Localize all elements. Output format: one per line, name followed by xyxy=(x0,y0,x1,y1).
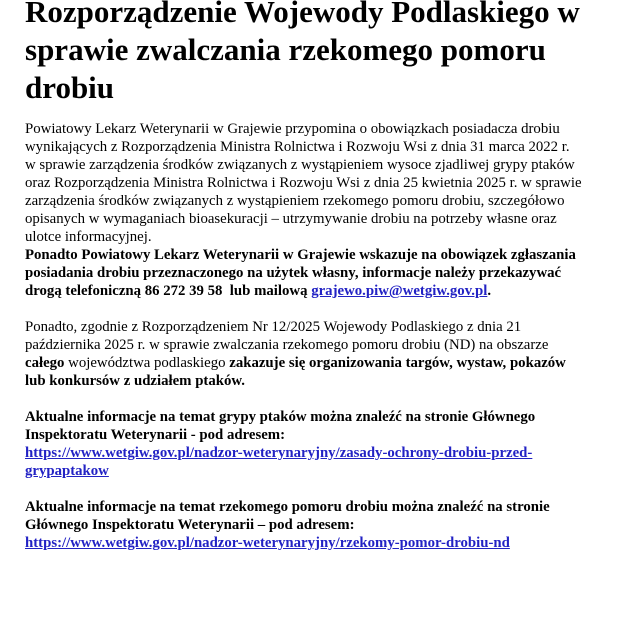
reporting-line: posiadania drobiu przeznaczonego na użytek własny, informacje należy przekazywać xyxy=(25,265,562,281)
ban-line-mixed xyxy=(25,354,630,372)
avian-flu-link-wrap xyxy=(25,462,630,480)
intro-line: wynikających z Rozporządzenia Ministra Rolnictwa i Rozwoju Wsi z dnia 31 marca 2022 r. xyxy=(25,139,570,155)
title-line-1: Rozporządzenie Wojewody Podlaskiego w xyxy=(25,0,580,29)
nd-text-line: Głównego Inspektoratu Weterynarii – pod adresem: xyxy=(25,517,355,533)
avian-flu-link-line-1[interactable]: https://www.wetgiw.gov.pl/nadzor-weterynaryjny/zasady-ochrony-drobiu-przed- xyxy=(25,445,533,461)
contact-text-suffix: . xyxy=(487,283,492,299)
intro-line: Powiatowy Lekarz Weterynarii w Grajewie przypomina o obowiązkach posiadacza drobiu xyxy=(25,121,560,137)
ban-line: Ponadto, zgodnie z Rozporządzeniem Nr 12/2025 Wojewody Podlaskiego z dnia 21 xyxy=(25,319,522,335)
intro-line: ulotce informacyjnej. xyxy=(25,229,152,245)
intro-line: oraz Rozporządzenia Ministra Rolnictwa i Rozwoju Wsi z dnia 25 kwietnia 2025 r. w sprawie xyxy=(25,175,582,191)
avian-flu-text-line: Aktualne informacje na temat grypy ptaków można znaleźć na stronie Głównego xyxy=(25,409,536,425)
reporting-line: Ponadto Powiatowy Lekarz Weterynarii w Grajewie wskazuje na obowiązek zgłaszania xyxy=(25,247,576,263)
reporting-contact-line xyxy=(25,282,630,300)
ban-line-bold: lub konkursów z udziałem ptaków. xyxy=(25,373,245,389)
title-line-2: sprawie zwalczania rzekomego pomoru xyxy=(25,32,546,67)
nd-text-line: Aktualne informacje na temat rzekomego pomoru drobiu można znaleźć na stronie xyxy=(25,499,550,515)
section-nd-info xyxy=(25,498,630,552)
section-avian-flu-info xyxy=(25,408,630,480)
intro-line: w sprawie zarządzenia środków związanych z wystąpieniem wysoce zjadliwej grypy ptaków xyxy=(25,157,575,173)
paragraph-reporting-obligation xyxy=(25,246,630,300)
nd-link[interactable]: https://www.wetgiw.gov.pl/nadzor-weterynaryjny/rzekomy-pomor-drobiu-nd xyxy=(25,535,510,551)
paragraph-ban xyxy=(25,318,630,390)
avian-flu-link-line-2[interactable]: grypaptakow xyxy=(25,463,109,479)
intro-line: opisanych w wymaganiach bioasekuracji – utrzymywanie drobiu na potrzeby własne oraz xyxy=(25,211,557,227)
page-title xyxy=(25,0,630,107)
intro-line: zarządzenia środków związanych z wystąpieniem rzekomego pomoru drobiu, szczegółowo xyxy=(25,193,565,209)
email-link[interactable]: grajewo.piw@wetgiw.gov.pl xyxy=(311,283,488,299)
avian-flu-text-line: Inspektoratu Weterynarii - pod adresem: xyxy=(25,427,286,443)
contact-text: drogą telefoniczną 86 272 39 58 lub mailową xyxy=(25,283,312,299)
nd-link-wrap xyxy=(25,534,630,552)
ban-bold-run: zakazuje się organizowania targów, wystaw, pokazów xyxy=(229,355,566,371)
paragraph-intro xyxy=(25,120,630,246)
ban-bold-run: całego xyxy=(25,355,65,371)
avian-flu-link-wrap xyxy=(25,444,630,462)
title-line-3: drobiu xyxy=(25,70,115,105)
ban-regular-run: województwa podlaskiego xyxy=(64,355,230,371)
ban-line: października 2025 r. w sprawie zwalczania rzekomego pomoru drobiu (ND) na obszarze xyxy=(25,337,549,353)
